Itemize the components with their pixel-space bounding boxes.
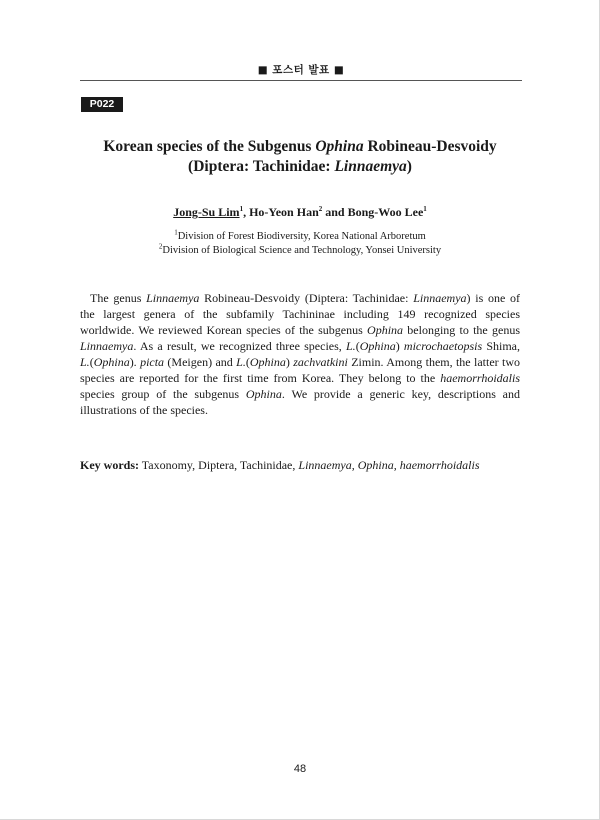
keywords-label: Key words: bbox=[80, 458, 139, 472]
abstract-italic-run: Ophina bbox=[359, 339, 396, 353]
abstract-text-run: belonging to the genus bbox=[403, 323, 520, 337]
abstract-text-run: . As a result, we recognized three species, bbox=[133, 339, 346, 353]
abstract-italic-run: Linnaemya bbox=[146, 291, 200, 305]
abstract-italic-run: Ophina bbox=[367, 323, 404, 337]
keywords-italic: Linnaemya, Ophina, haemorrhoidalis bbox=[298, 458, 480, 472]
title-line2-italic: Linnaemya bbox=[334, 158, 407, 175]
header-rule bbox=[80, 80, 522, 81]
abstract-text-run: ( bbox=[89, 355, 94, 369]
abstract-italic-run: Ophina bbox=[249, 355, 286, 369]
abstract-italic-run: L. bbox=[80, 355, 90, 369]
abstract-text-run: species group of the subgenus bbox=[80, 387, 246, 401]
keywords-plain: Taxonomy, Diptera, Tachinidae, bbox=[139, 458, 299, 472]
author-affiliation-mark: 2 bbox=[318, 205, 323, 213]
affiliation-line bbox=[60, 244, 540, 258]
author-name: Jong-Su Lim bbox=[173, 205, 240, 219]
abstract-text-run: ) is one of the largest genera of the subfamily Tachininae including 149 recognized species worldwide. We reviewed Korean species of the subgenus bbox=[80, 291, 520, 337]
title-line2-text: (Diptera: Tachinidae: bbox=[188, 158, 335, 175]
affiliation-text: Division of Biological Science and Technology, Yonsei University bbox=[162, 245, 442, 256]
abstract-italic-run: Linnaemya bbox=[80, 339, 134, 353]
author-name: Ho-Yeon Han bbox=[249, 205, 319, 219]
abstract-italic-run: haemorrhoidalis bbox=[440, 371, 520, 385]
abstract-italic-run: Linnaemya bbox=[413, 291, 467, 305]
author-affiliation-mark: 1 bbox=[423, 205, 427, 213]
author-list bbox=[60, 205, 540, 220]
title-line1-italic: Ophina bbox=[315, 138, 364, 155]
poster-id-badge: P022 bbox=[81, 97, 123, 112]
abstract-text-run: ) bbox=[395, 339, 404, 353]
abstract-text-run: Zimin. Among them, the latter two species are reported for the first time from Korea. They belong to the bbox=[80, 355, 521, 385]
title-line1-end: Robineau-Desvoidy bbox=[363, 138, 497, 155]
author-separator: , bbox=[243, 205, 250, 219]
abstract-italic-run: zachvatkini bbox=[293, 355, 348, 369]
affiliation-text: Division of Forest Biodiversity, Korea National Arboretum bbox=[177, 231, 426, 242]
affiliation-mark: 2 bbox=[158, 242, 163, 251]
affiliation-mark: 1 bbox=[174, 228, 178, 237]
paper-title bbox=[60, 137, 540, 177]
abstract-paragraph bbox=[80, 290, 520, 418]
abstract-text-run: ( bbox=[245, 355, 250, 369]
author-affiliation-mark: 1 bbox=[239, 205, 244, 213]
abstract-text-run: ) bbox=[285, 355, 294, 369]
author-separator: and bbox=[322, 205, 348, 219]
affiliation-line bbox=[60, 230, 540, 244]
abstract-italic-run: microchaetopsis bbox=[403, 339, 483, 353]
abstract-text-run: ). bbox=[129, 355, 141, 369]
abstract-text-run: Robineau-Desvoidy (Diptera: Tachinidae: bbox=[199, 291, 414, 305]
title-line2-end: ) bbox=[406, 158, 412, 175]
abstract-text-run: ( bbox=[355, 339, 360, 353]
abstract-italic-run: Ophina bbox=[245, 387, 282, 401]
abstract-text-run: The genus bbox=[90, 291, 147, 305]
author-name: Bong-Woo Lee bbox=[347, 205, 424, 219]
abstract-italic-run: Ophina bbox=[93, 355, 130, 369]
abstract-text-run: Shima, bbox=[482, 339, 521, 353]
section-header: ■ 포스터 발표 ■ bbox=[257, 64, 345, 76]
abstract-text-run: . We provide a generic key, descriptions and illustrations of the species. bbox=[80, 387, 520, 417]
abstract-text-run: (Meigen) and bbox=[164, 355, 237, 369]
abstract-italic-run: L. bbox=[346, 339, 356, 353]
abstract-italic-run: L. bbox=[236, 355, 246, 369]
affiliations bbox=[60, 230, 540, 258]
title-line1-text: Korean species of the Subgenus bbox=[103, 138, 316, 155]
page-number: 48 bbox=[293, 763, 307, 775]
keywords bbox=[80, 457, 520, 473]
abstract-italic-run: picta bbox=[140, 355, 165, 369]
